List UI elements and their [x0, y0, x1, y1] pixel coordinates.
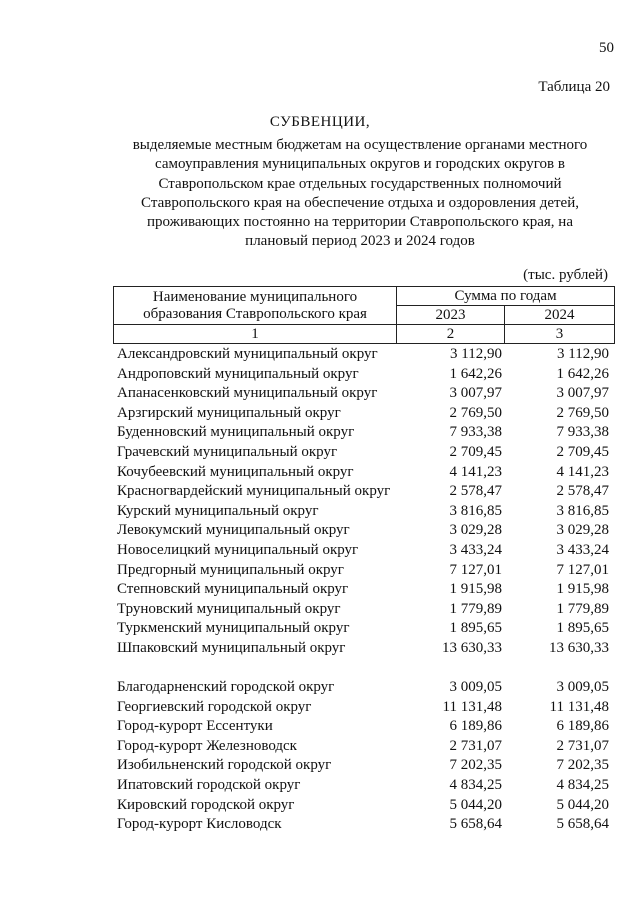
table-row	[117, 384, 613, 404]
year-2023-header: 2023	[397, 306, 505, 325]
table-row	[117, 678, 613, 698]
value-2023: 2 731,07	[449, 737, 502, 754]
name-column-header	[114, 287, 397, 325]
district-name: Ипатовский городской округ	[117, 776, 301, 793]
value-2023: 2 709,45	[449, 443, 502, 460]
district-name: Андроповский муниципальный округ	[117, 365, 359, 382]
value-2024: 2 709,45	[556, 443, 609, 460]
city-districts-list	[117, 678, 613, 835]
value-2024: 7 933,38	[556, 424, 609, 441]
value-2023: 3 007,97	[449, 385, 502, 402]
district-name: Благодарненский городской округ	[117, 679, 335, 695]
value-2024: 2 769,50	[556, 404, 609, 421]
value-2024: 2 578,47	[556, 483, 609, 500]
table-row	[117, 776, 613, 796]
value-2023: 2 578,47	[449, 483, 502, 500]
table-row	[117, 345, 613, 365]
value-2023: 7 127,01	[449, 561, 502, 578]
value-2023: 4 834,25	[449, 776, 502, 793]
value-2023: 13 630,33	[442, 639, 502, 656]
value-2023: 1 779,89	[449, 600, 502, 617]
value-2024: 3 009,05	[556, 679, 609, 695]
table-row	[117, 521, 613, 541]
column-number: 1	[114, 325, 397, 344]
table-row	[117, 502, 613, 522]
table-row	[117, 756, 613, 776]
district-name: Арзгирский муниципальный округ	[117, 404, 341, 421]
table-row	[117, 463, 613, 483]
name-header-line1: Наименование муниципального	[152, 288, 358, 305]
table-row	[117, 639, 613, 659]
value-2024: 3 816,85	[556, 502, 609, 519]
district-name: Левокумский муниципальный округ	[117, 522, 350, 539]
district-name: Труновский муниципальный округ	[117, 600, 341, 617]
value-2024: 13 630,33	[549, 639, 609, 656]
table-row	[117, 423, 613, 443]
district-name: Город-курорт Железноводск	[117, 737, 297, 754]
district-name: Новоселицкий муниципальный округ	[117, 541, 359, 558]
district-name: Изобильненский городской округ	[117, 757, 332, 774]
district-name: Георгиевский городской округ	[117, 698, 312, 715]
district-name: Грачевский муниципальный округ	[117, 443, 338, 460]
district-name: Буденновский муниципальный округ	[117, 424, 355, 441]
value-2024: 2 731,07	[556, 737, 609, 754]
district-name: Апанасенковский муниципальный округ	[117, 385, 378, 402]
district-name: Александровский муниципальный округ	[117, 346, 378, 362]
page-number: 50	[599, 40, 614, 56]
value-2023: 6 189,86	[449, 718, 502, 735]
district-name: Кировский городской округ	[117, 796, 295, 813]
table-row	[117, 365, 613, 385]
district-name: Город-курорт Кисловодск	[117, 816, 282, 833]
value-2024: 1 915,98	[556, 581, 609, 598]
value-2024: 1 779,89	[556, 600, 609, 617]
table-row	[117, 796, 613, 816]
subtitle-line: самоуправления муниципальных округов и городских округов в	[155, 156, 565, 173]
subtitle-line: Ставропольского края на обеспечение отдыха и оздоровления детей,	[141, 194, 579, 211]
sum-by-years-header: Сумма по годам	[397, 287, 615, 306]
value-2023: 2 769,50	[449, 404, 502, 421]
subtitle-line: проживающих постоянно на территории Ставропольского края, на	[147, 214, 573, 231]
district-name: Шпаковский муниципальный округ	[117, 639, 346, 656]
district-name: Кочубеевский муниципальный округ	[117, 463, 354, 480]
document-title: СУБВЕНЦИИ,	[269, 114, 371, 130]
value-2024: 4 834,25	[556, 776, 609, 793]
municipal-districts-list	[117, 345, 613, 659]
table-row	[117, 561, 613, 581]
value-2024: 3 029,28	[556, 522, 609, 539]
subtitle-line: плановый период 2023 и 2024 годов	[245, 233, 475, 250]
value-2023: 3 112,90	[450, 346, 502, 362]
value-2024: 4 141,23	[556, 463, 609, 480]
value-2023: 3 009,05	[449, 679, 502, 695]
value-2023: 1 642,26	[449, 365, 502, 382]
district-name: Степновский муниципальный округ	[117, 581, 349, 598]
document-subtitle	[100, 136, 620, 252]
value-2024: 5 658,64	[556, 816, 609, 833]
value-2023: 11 131,48	[442, 698, 502, 715]
units-label: (тыс. рублей)	[523, 267, 608, 283]
year-2024-header: 2024	[505, 306, 615, 325]
value-2024: 6 189,86	[556, 718, 609, 735]
value-2023: 5 658,64	[449, 816, 502, 833]
value-2023: 1 915,98	[449, 581, 502, 598]
table-row	[117, 443, 613, 463]
value-2023: 4 141,23	[449, 463, 502, 480]
value-2023: 5 044,20	[449, 796, 502, 813]
value-2023: 3 816,85	[449, 502, 502, 519]
table-row	[117, 717, 613, 737]
column-number: 3	[505, 325, 615, 344]
table-label: Таблица 20	[538, 79, 610, 95]
value-2024: 3 007,97	[556, 385, 609, 402]
district-name: Предгорный муниципальный округ	[117, 561, 344, 578]
value-2023: 1 895,65	[449, 620, 502, 637]
table-row	[117, 737, 613, 757]
value-2024: 3 433,24	[556, 541, 609, 558]
column-number: 2	[397, 325, 505, 344]
value-2024: 1 895,65	[556, 620, 609, 637]
value-2023: 3 433,24	[449, 541, 502, 558]
district-name: Красногвардейский муниципальный округ	[117, 483, 391, 500]
table-row	[117, 619, 613, 639]
table-row	[117, 698, 613, 718]
table-row	[117, 541, 613, 561]
value-2024: 3 112,90	[557, 346, 609, 362]
table-row	[117, 815, 613, 835]
district-name: Курский муниципальный округ	[117, 502, 319, 519]
table-row	[117, 482, 613, 502]
subtitle-line: Ставропольском крае отдельных государственных полномочий	[158, 175, 562, 192]
value-2024: 11 131,48	[549, 698, 609, 715]
subtitle-line: выделяемые местным бюджетам на осуществление органами местного	[132, 137, 588, 153]
table-row	[117, 580, 613, 600]
value-2024: 7 127,01	[556, 561, 609, 578]
value-2024: 1 642,26	[556, 365, 609, 382]
value-2023: 7 202,35	[449, 757, 502, 774]
district-name: Туркменский муниципальный округ	[117, 620, 350, 637]
table-header	[113, 286, 615, 344]
district-name: Город-курорт Ессентуки	[117, 718, 273, 735]
value-2023: 3 029,28	[449, 522, 502, 539]
value-2024: 7 202,35	[556, 757, 609, 774]
table-row	[117, 404, 613, 424]
value-2023: 7 933,38	[449, 424, 502, 441]
table-row	[117, 600, 613, 620]
name-header-line2: образования Ставропольского края	[143, 305, 367, 322]
value-2024: 5 044,20	[556, 796, 609, 813]
